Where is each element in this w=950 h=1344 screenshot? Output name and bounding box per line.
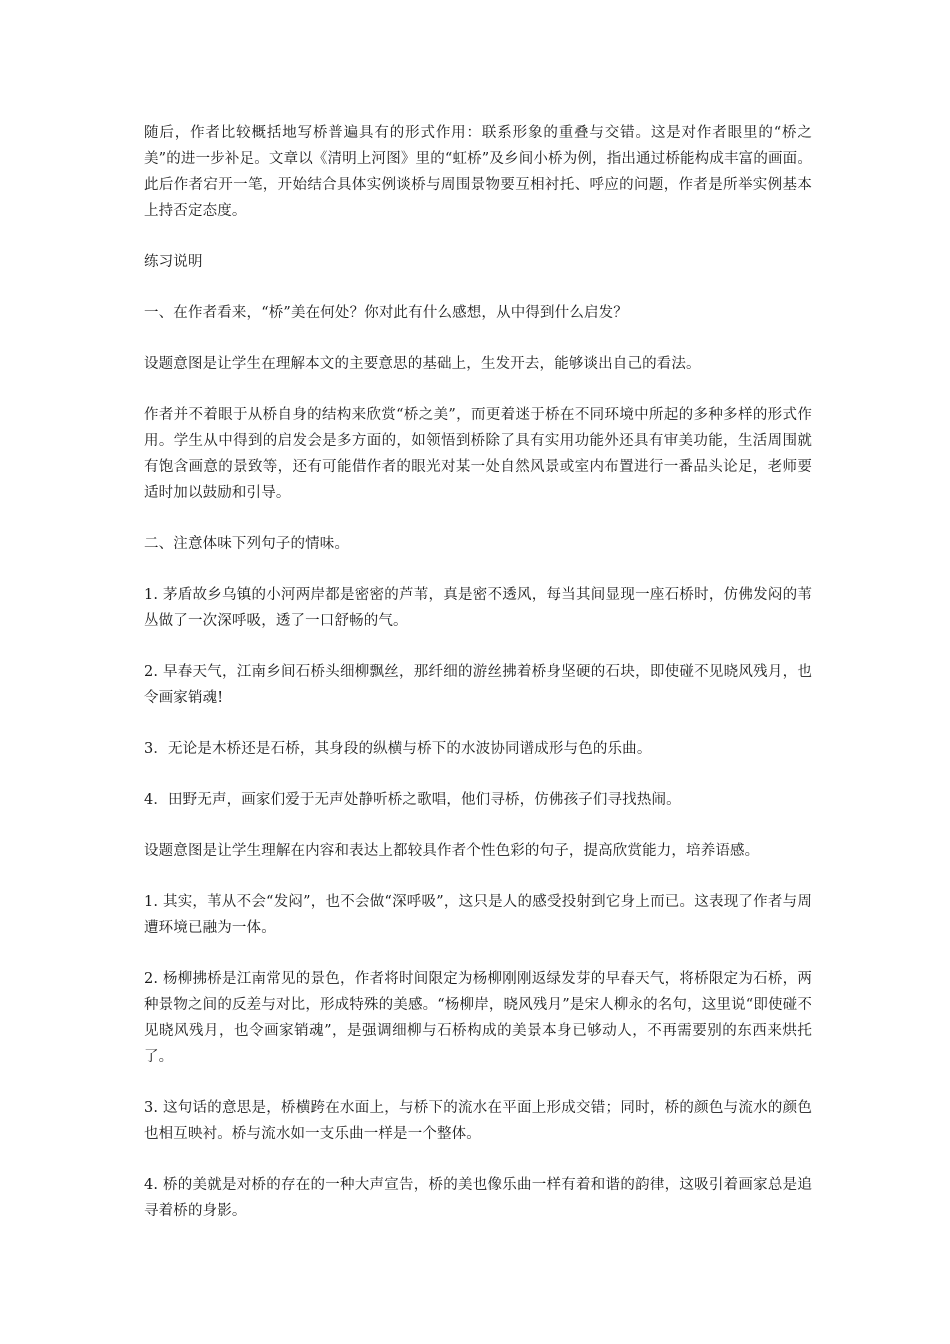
explanation-item-4: 4. 桥的美就是对桥的存在的一种大声宣告，桥的美也像乐曲一样有着和谐的韵律，这吸引着画家总是追寻着桥的身影。: [144, 1177, 812, 1219]
design-intent-one: 设题意图是让学生在理解本文的主要意思的基础上，生发开去，能够谈出自己的看法。: [144, 356, 701, 372]
design-intent-two: 设题意图是让学生理解在内容和表达上都较具作者个性色彩的句子，提高欣赏能力，培养语感。: [144, 843, 760, 859]
question-two: 二、注意体味下列句子的情味。: [144, 536, 350, 552]
sentence-item-1: 1. 茅盾故乡乌镇的小河两岸都是密密的芦苇，真是密不透风，每当其间显现一座石桥时，仿佛发闷的苇丛做了一次深呼吸，透了一口舒畅的气。: [144, 587, 812, 629]
explanation-item-3: 3. 这句话的意思是，桥横跨在水面上，与桥下的流水在平面上形成交错；同时，桥的颜色与流水的颜色也相互映衬。桥与流水如一支乐曲一样是一个整体。: [144, 1100, 812, 1142]
sentence-item-3: 3．无论是木桥还是石桥，其身段的纵横与桥下的水波协同谱成形与色的乐曲。: [144, 741, 652, 757]
answer-one: 作者并不着眼于从桥自身的结构来欣赏“桥之美”，而更着迷于桥在不同环境中所起的多种多样的形式作用。学生从中得到的启发会是多方面的，如领悟到桥除了具有实用功能外还具有审美功能，生活周围就有饱含画意的景致等，还有可能借作者的眼光对某一处自然风景或室内布置进行一番品头论足，老师要适时加以鼓励和引导。: [144, 407, 812, 501]
explanation-item-1: 1. 其实，苇从不会“发闷”，也不会做“深呼吸”，这只是人的感受投射到它身上而已。这表现了作者与周遭环境已融为一体。: [144, 894, 812, 936]
document-page: [144, 120, 812, 1249]
paragraph-intro: 随后，作者比较概括地写桥普遍具有的形式作用：联系形象的重叠与交错。这是对作者眼里的“桥之美”的进一步补足。文章以《清明上河图》里的“虹桥”及乡间小桥为例，指出通过桥能构成丰富的画面。此后作者宕开一笔，开始结合具体实例谈桥与周围景物要互相衬托、呼应的问题，作者是所举实例基本上持否定态度。: [144, 125, 812, 219]
question-one: 一、在作者看来，“桥”美在何处？你对此有什么感想，从中得到什么启发？: [144, 305, 628, 321]
section-heading-exercise: 练习说明: [144, 254, 203, 270]
sentence-item-4: 4．田野无声，画家们爱于无声处静听桥之歌唱，他们寻桥，仿佛孩子们寻找热闹。: [144, 792, 681, 808]
sentence-item-2: 2. 早春天气，江南乡间石桥头细柳飘丝，那纤细的游丝拂着桥身坚硬的石块，即使碰不见晓风残月，也令画家销魂!: [144, 664, 812, 706]
explanation-item-2: 2. 杨柳拂桥是江南常见的景色，作者将时间限定为杨柳刚刚返绿发芽的早春天气，将桥限定为石桥，两种景物之间的反差与对比，形成特殊的美感。“杨柳岸，晓风残月”是宋人柳永的名句，这里说“即使碰不见晓风残月，也令画家销魂”，是强调细柳与石桥构成的美景本身已够动人，不再需要别的东西来烘托了。: [144, 971, 812, 1065]
